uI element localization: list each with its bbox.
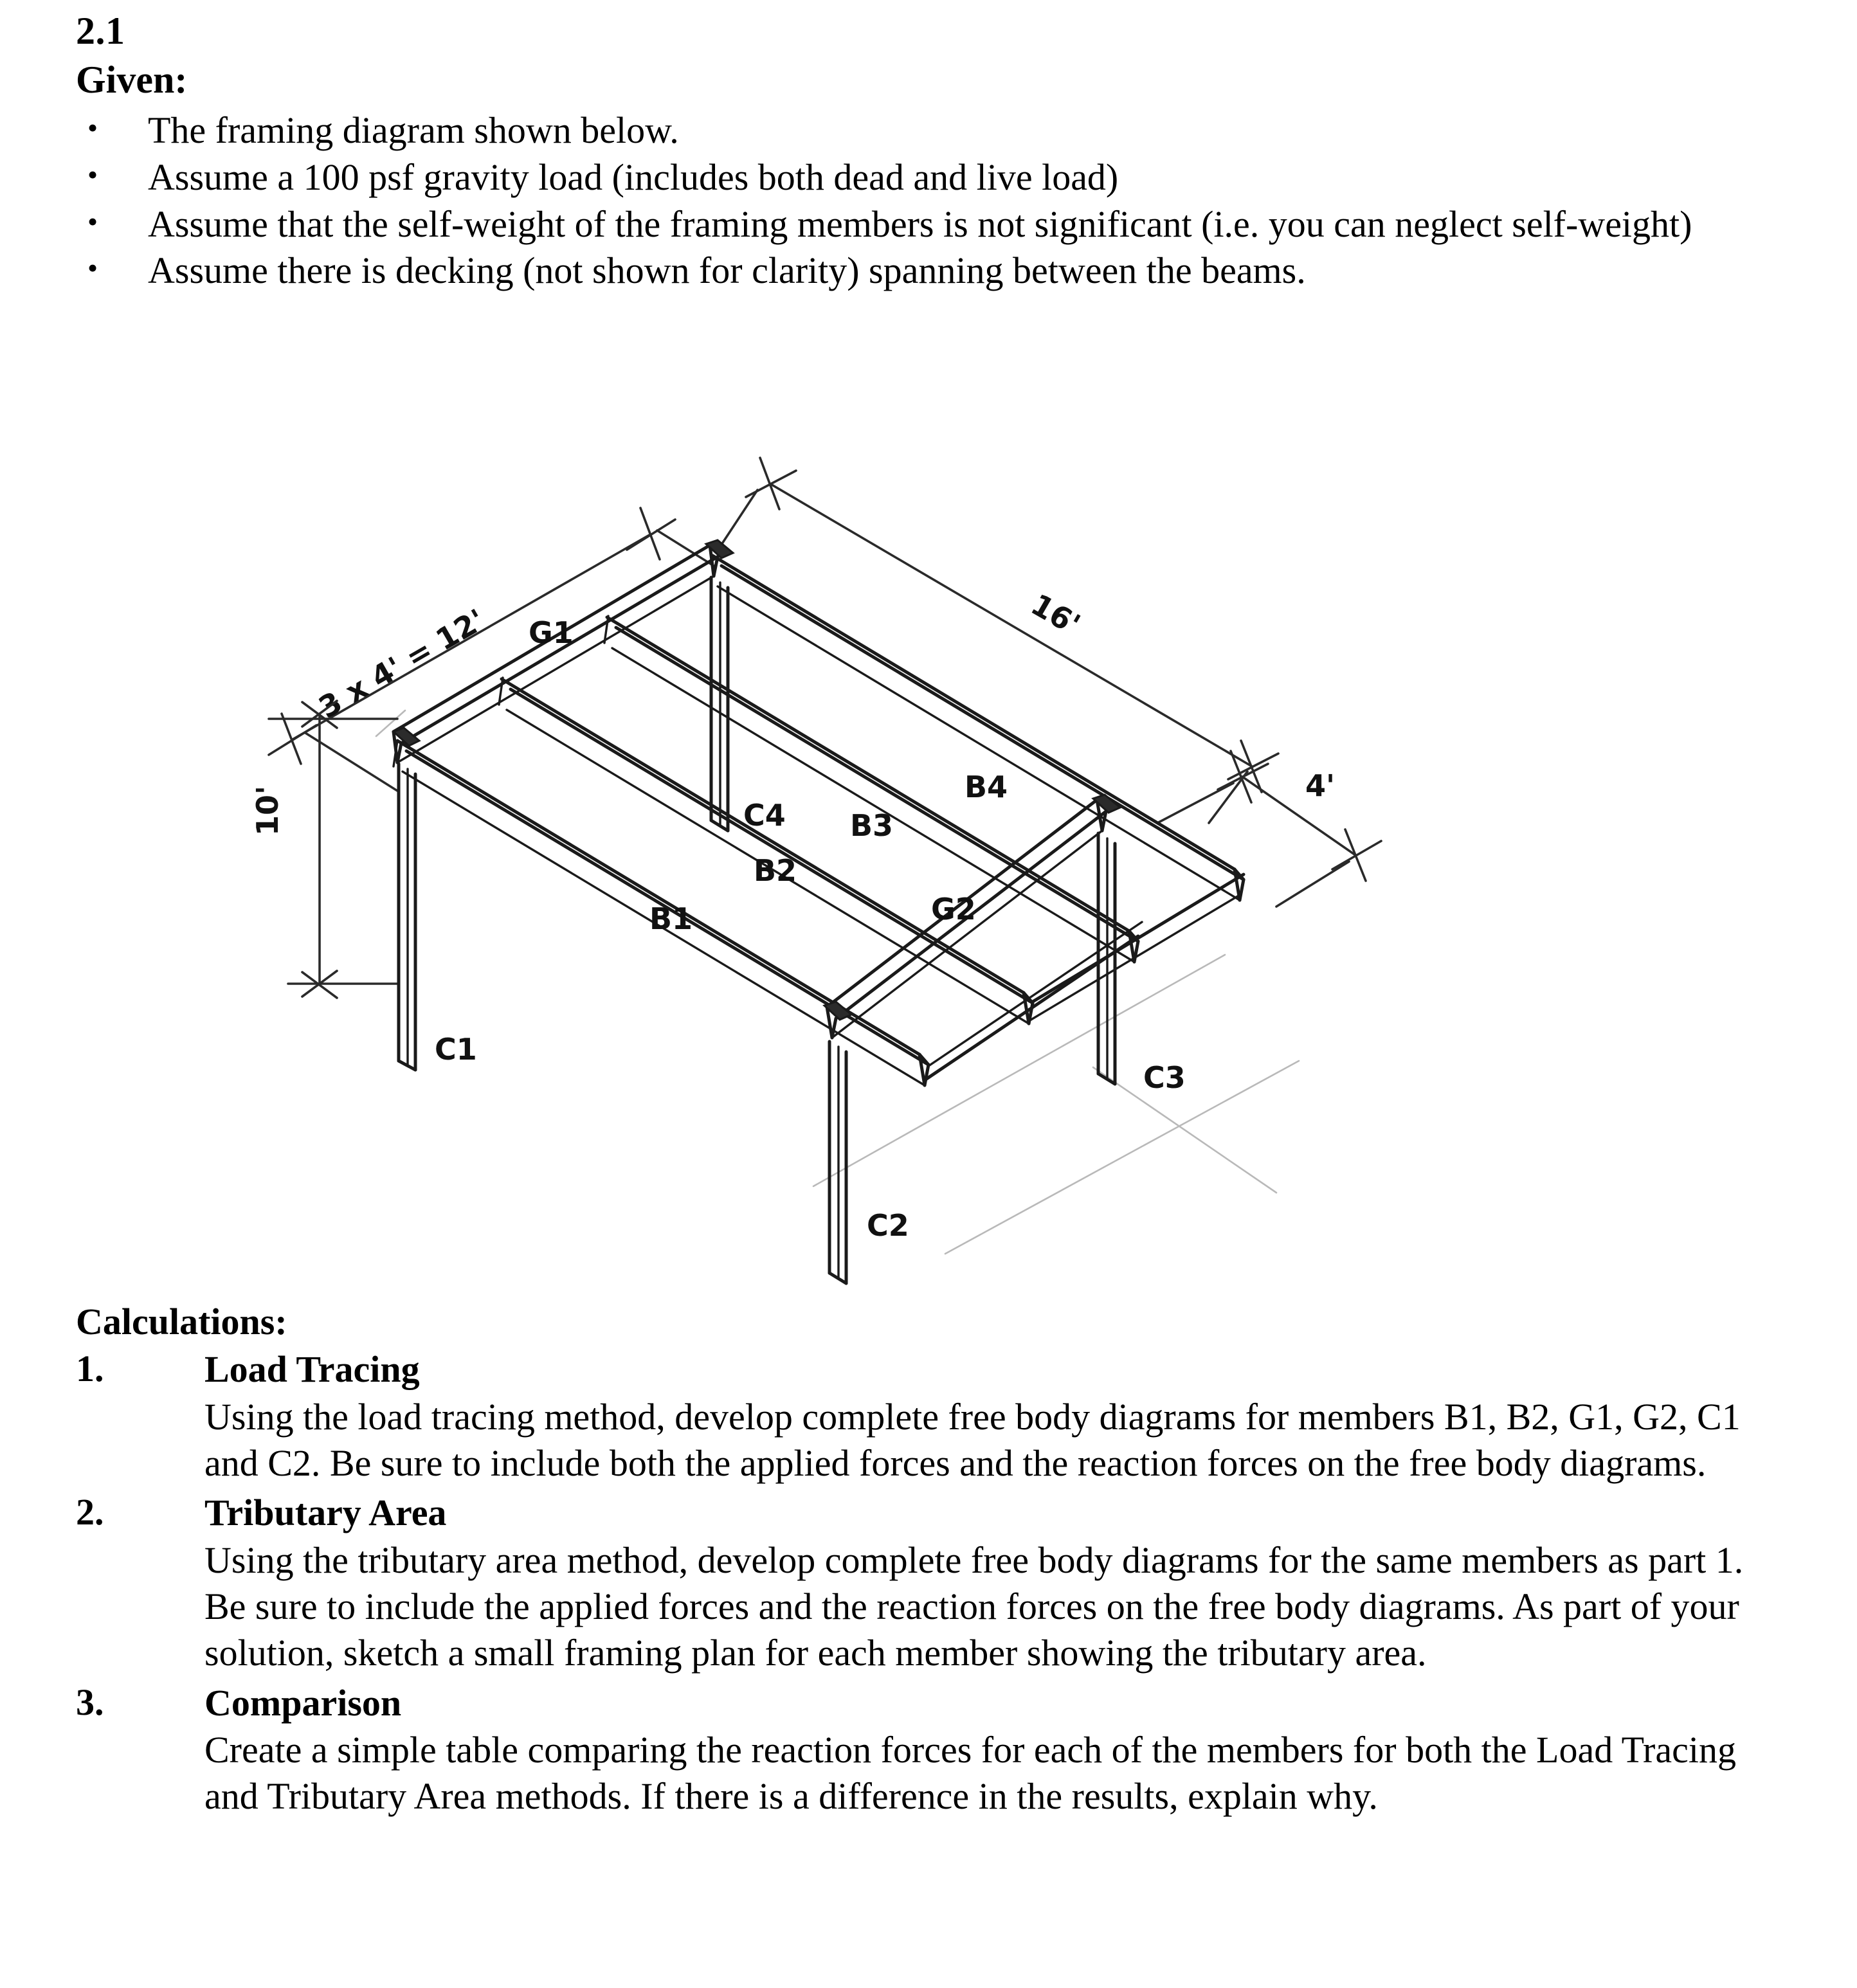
member-label-C4: C4: [743, 798, 786, 833]
calculation-number: 2.: [76, 1491, 104, 1533]
page-title: 2.1: [76, 10, 125, 52]
member-label-B2: B2: [754, 853, 797, 888]
bullet-icon: •: [87, 251, 98, 285]
list-item: [76, 155, 1799, 201]
member-label-G2: G2: [931, 892, 976, 926]
dimension-label-cantilever: 4': [1305, 768, 1336, 803]
framing-diagram: [0, 411, 1857, 1299]
list-item: [76, 108, 1799, 154]
bullet-icon: •: [87, 111, 98, 144]
dimension-spacing: [269, 508, 714, 791]
column-C3: [1093, 795, 1120, 1084]
member-label-C1: C1: [435, 1032, 477, 1067]
member-label-C3: C3: [1143, 1060, 1186, 1095]
calculation-item: [76, 1347, 1812, 1486]
bullet-icon: •: [87, 204, 98, 238]
given-item-text: The framing diagram shown below.: [148, 109, 679, 151]
calculation-title: Load Tracing: [204, 1348, 420, 1390]
list-item: [76, 248, 1799, 294]
framing-diagram-svg: [0, 411, 1857, 1299]
column-C1: [394, 728, 419, 1070]
calculations-heading: Calculations:: [76, 1301, 287, 1342]
dimension-label-height: 10': [250, 785, 285, 836]
member-label-C2: C2: [867, 1208, 909, 1243]
calculation-body: Using the tributary area method, develop complete free body diagrams for the same members as part 1. Be sure to include the applied forces and the reaction forces on the free body diagrams. As part of your solution, sketch a small framing plan for each member showing the tributary area.: [204, 1539, 1744, 1674]
calculation-number: 1.: [76, 1348, 104, 1389]
calculation-item: [76, 1681, 1812, 1820]
given-list: [76, 108, 1799, 295]
column-C4: [706, 540, 733, 831]
member-label-G1: G1: [529, 615, 574, 650]
calculation-item: [76, 1490, 1812, 1676]
calculation-number: 3.: [76, 1681, 104, 1723]
list-item: [76, 202, 1799, 248]
dimension-label-span: 16': [1025, 586, 1087, 642]
given-item-text: Assume that the self-weight of the framing members is not significant (i.e. you can neglect self-weight): [148, 203, 1692, 245]
calculation-title: Tributary Area: [204, 1492, 447, 1534]
given-heading: Given:: [76, 59, 188, 101]
member-label-B4: B4: [965, 770, 1008, 804]
calculations-section: [76, 1300, 1812, 1820]
column-C2: [824, 1002, 851, 1283]
given-item-text: Assume a 100 psf gravity load (includes both dead and live load): [148, 156, 1119, 198]
calculation-title: Comparison: [204, 1681, 402, 1724]
dimension-cantilever: [1157, 751, 1381, 907]
member-label-B1: B1: [649, 901, 693, 936]
dimension-label-spacing: 3 x 4' = 12': [313, 602, 491, 725]
calculation-body: Using the load tracing method, develop complete free body diagrams for members B1, B2, G1, G2, C1 and C2. Be sure to include both the applied forces and the reaction forces on the free body diagrams.: [204, 1395, 1741, 1484]
dimension-span: [720, 458, 1278, 823]
member-label-B3: B3: [850, 808, 894, 843]
given-item-text: Assume there is decking (not shown for clarity) spanning between the beams.: [148, 249, 1306, 292]
calculation-body: Create a simple table comparing the reaction forces for each of the members for both the Load Tracing and Tributary Area methods. If there is a difference in the results, explain why.: [204, 1729, 1736, 1818]
bullet-icon: •: [87, 158, 98, 191]
